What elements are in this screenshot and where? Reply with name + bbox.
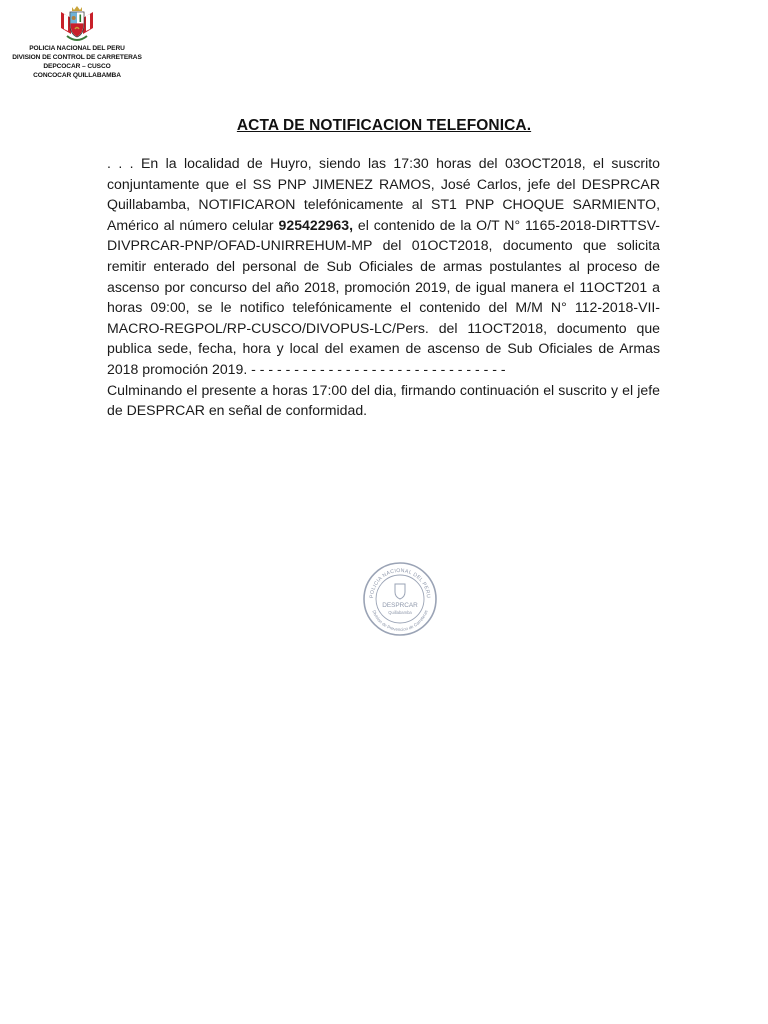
letterhead-line-1: POLICIA NACIONAL DEL PERU [29, 45, 125, 52]
stamp-top-text: POLICIA NACIONAL DEL PERU [368, 567, 432, 599]
letterhead-line-4: CONCOCAR QUILLABAMBA [33, 72, 121, 79]
paragraph-notification-text-end: el contenido de la O/T N° 1165-2018-DIRTTSV-DIVPRCAR-PNP/OFAD-UNIRREHUM-MP del 01OCT2018, documento que solicita remitir enterado del personal de Sub Oficiales de armas postulantes al proceso de ascenso por concurso del año 2018, promoción 2019, de igual manera el 11OCT201 a horas 09:00, se le notifico telefónicamente el contenido del M/M N° 112-2018-VII-MACRO-REGPOL/RP-CUSCO/DIVOPUS-LC/Pers. del 11OCT2018, documento que publica sede, fecha, hora y local del examen de ascenso de Sub Oficiales de Armas 2018 promoción 2019. - - - - - - - - - - - - - - - - - - - - - - - - - - - - - - [107, 216, 661, 377]
stamp-sub-text: Quillabamba [388, 610, 412, 615]
letterhead-line-3: DEPCOCAR – CUSCO [43, 63, 111, 70]
document-body [107, 153, 660, 421]
document-title: ACTA DE NOTIFICACION TELEFONICA. [236, 117, 532, 134]
stamp-bottom-text: Division de Prevencion de Carreteras [371, 609, 429, 633]
letterhead [6, 4, 148, 81]
official-stamp [361, 560, 439, 638]
svg-text:POLICIA NACIONAL DEL PERU [369, 568, 431, 599]
paragraph-notification [107, 153, 660, 380]
phone-number: 925422963, [278, 216, 353, 233]
stamp-center-text: DESPRCAR [382, 602, 418, 609]
paragraph-closing: Culminando el presente a horas 17:00 del dia, firmando continuación el suscrito y el jefe de DESPRCAR en señal de conformidad. [107, 381, 660, 419]
letterhead-line-2: DIVISION DE CONTROL DE CARRETERAS [12, 54, 142, 61]
paragraph-notification-text-start: . . . En la localidad de Huyro, siendo las 17:30 horas del 03OCT2018, el suscrito conjuntamente que el SS PNP JIMENEZ RAMOS, José Carlos, jefe del DESPRCAR Quillabamba, NOTIFICARON telefónicamente al ST1 PNP CHOQUE SARMIENTO, Américo al número celular [107, 155, 660, 233]
national-crest-icon [57, 4, 97, 44]
